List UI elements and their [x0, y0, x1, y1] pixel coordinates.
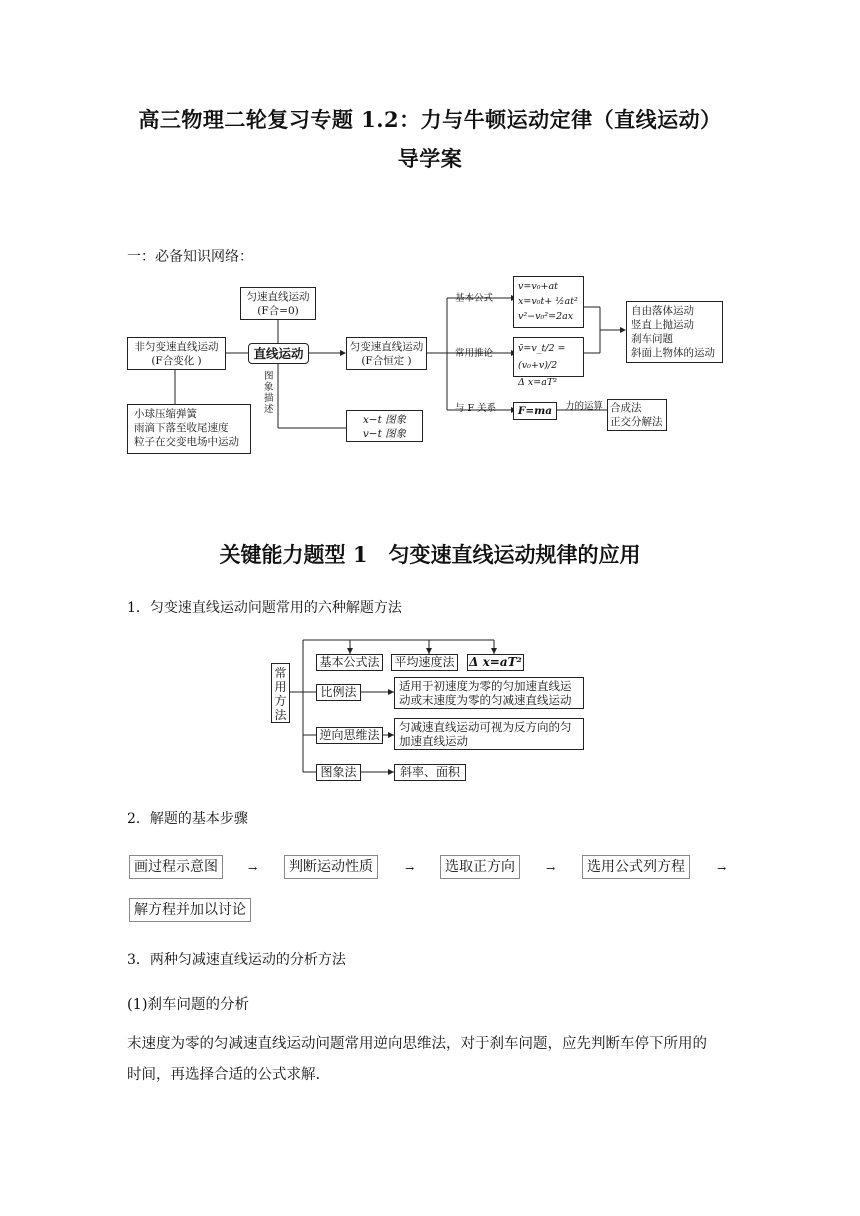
step-choose-direction: 选取正方向: [440, 855, 520, 879]
step-arrow: →: [546, 862, 556, 875]
item-2-heading: 2．解题的基本步骤: [127, 811, 248, 827]
step-write-equations: 选用公式列方程: [582, 855, 690, 879]
applications-box: 自由落体运动 竖直上抛运动 刹车问题 斜面上物体的运动: [626, 301, 723, 363]
average-velocity-method: 平均速度法: [391, 654, 458, 671]
graph-method-description: 斜率、面积: [394, 764, 466, 781]
linear-motion-center-box: 直线运动: [248, 343, 309, 364]
braking-paragraph: 末速度为零的匀减速直线运动问题常用逆向思维法，对于刹车问题，应先判断车停下所用的 时间，再选择合适的公式求解.: [127, 1036, 707, 1083]
inference-label: 常用推论: [455, 348, 494, 359]
sub-heading-braking: (1)刹车问题的分析: [127, 997, 250, 1013]
page-subtitle: 导学案: [397, 146, 463, 171]
basic-formula-label: 基本公式: [455, 293, 494, 304]
delta-x-method: Δ x=aT²: [467, 654, 524, 671]
uniform-accel-motion-box: 匀变速直线运动 (F合恒定 ): [346, 337, 427, 370]
uniform-motion-box: 匀速直线运动 (F合=0): [240, 287, 316, 320]
graph-method: 图象法: [316, 764, 361, 781]
common-methods-root: 常 用 方 法: [271, 663, 290, 723]
force-relation-label: 与 F 关系: [455, 403, 497, 414]
ratio-method-description: 适用于初速度为零的匀加速直线运 动或末速度为零的匀减速直线运动: [394, 677, 584, 709]
ratio-method: 比例法: [316, 684, 361, 701]
step-solve-discuss: 解方程并加以讨论: [129, 898, 251, 922]
item-1-heading: 1．匀变速直线运动问题常用的六种解题方法: [127, 600, 402, 616]
force-methods-box: 合成法 正交分解法: [607, 399, 667, 431]
reverse-method-description: 匀减速直线运动可视为反方向的匀 加速直线运动: [394, 718, 584, 750]
reverse-thinking-method: 逆向思维法: [316, 727, 383, 744]
section-heading-key-ability: 关键能力题型 1 匀变速直线运动规律的应用: [219, 542, 641, 567]
item-3-heading: 3．两种匀减速直线运动的分析方法: [127, 952, 346, 968]
step-arrow: →: [248, 862, 258, 875]
step-judge-motion: 判断运动性质: [284, 855, 378, 879]
force-operation-label: 力的运算: [565, 401, 604, 412]
basic-formula-box: v=v₀+at x=v₀t+ ½at² v²−v₀²=2ax: [513, 276, 584, 328]
step-arrow: →: [717, 862, 727, 875]
nonuniform-motion-box: 非匀变速直线运动 (F合变化 ): [127, 337, 226, 370]
page-title: 高三物理二轮复习专题 1.2：力与牛顿运动定律（直线运动）: [138, 107, 722, 132]
section-heading-knowledge: 一：必备知识网络：: [127, 249, 253, 265]
graphs-box: x−t 图象 v−t 图象: [346, 410, 423, 442]
step-draw-diagram: 画过程示意图: [129, 855, 223, 879]
inference-formula-box: v̄=v_t/2 = (v₀+v)/2 Δ x=aT²: [513, 337, 584, 377]
basic-formula-method: 基本公式法: [316, 654, 383, 671]
graph-description-label: 图 象 描 述: [264, 371, 274, 415]
step-arrow: →: [405, 862, 415, 875]
newton-law-box: F=ma: [513, 402, 557, 420]
nonuniform-examples-box: 小球压缩弹簧 雨滴下落至收尾速度 粒子在交变电场中运动: [127, 404, 251, 454]
